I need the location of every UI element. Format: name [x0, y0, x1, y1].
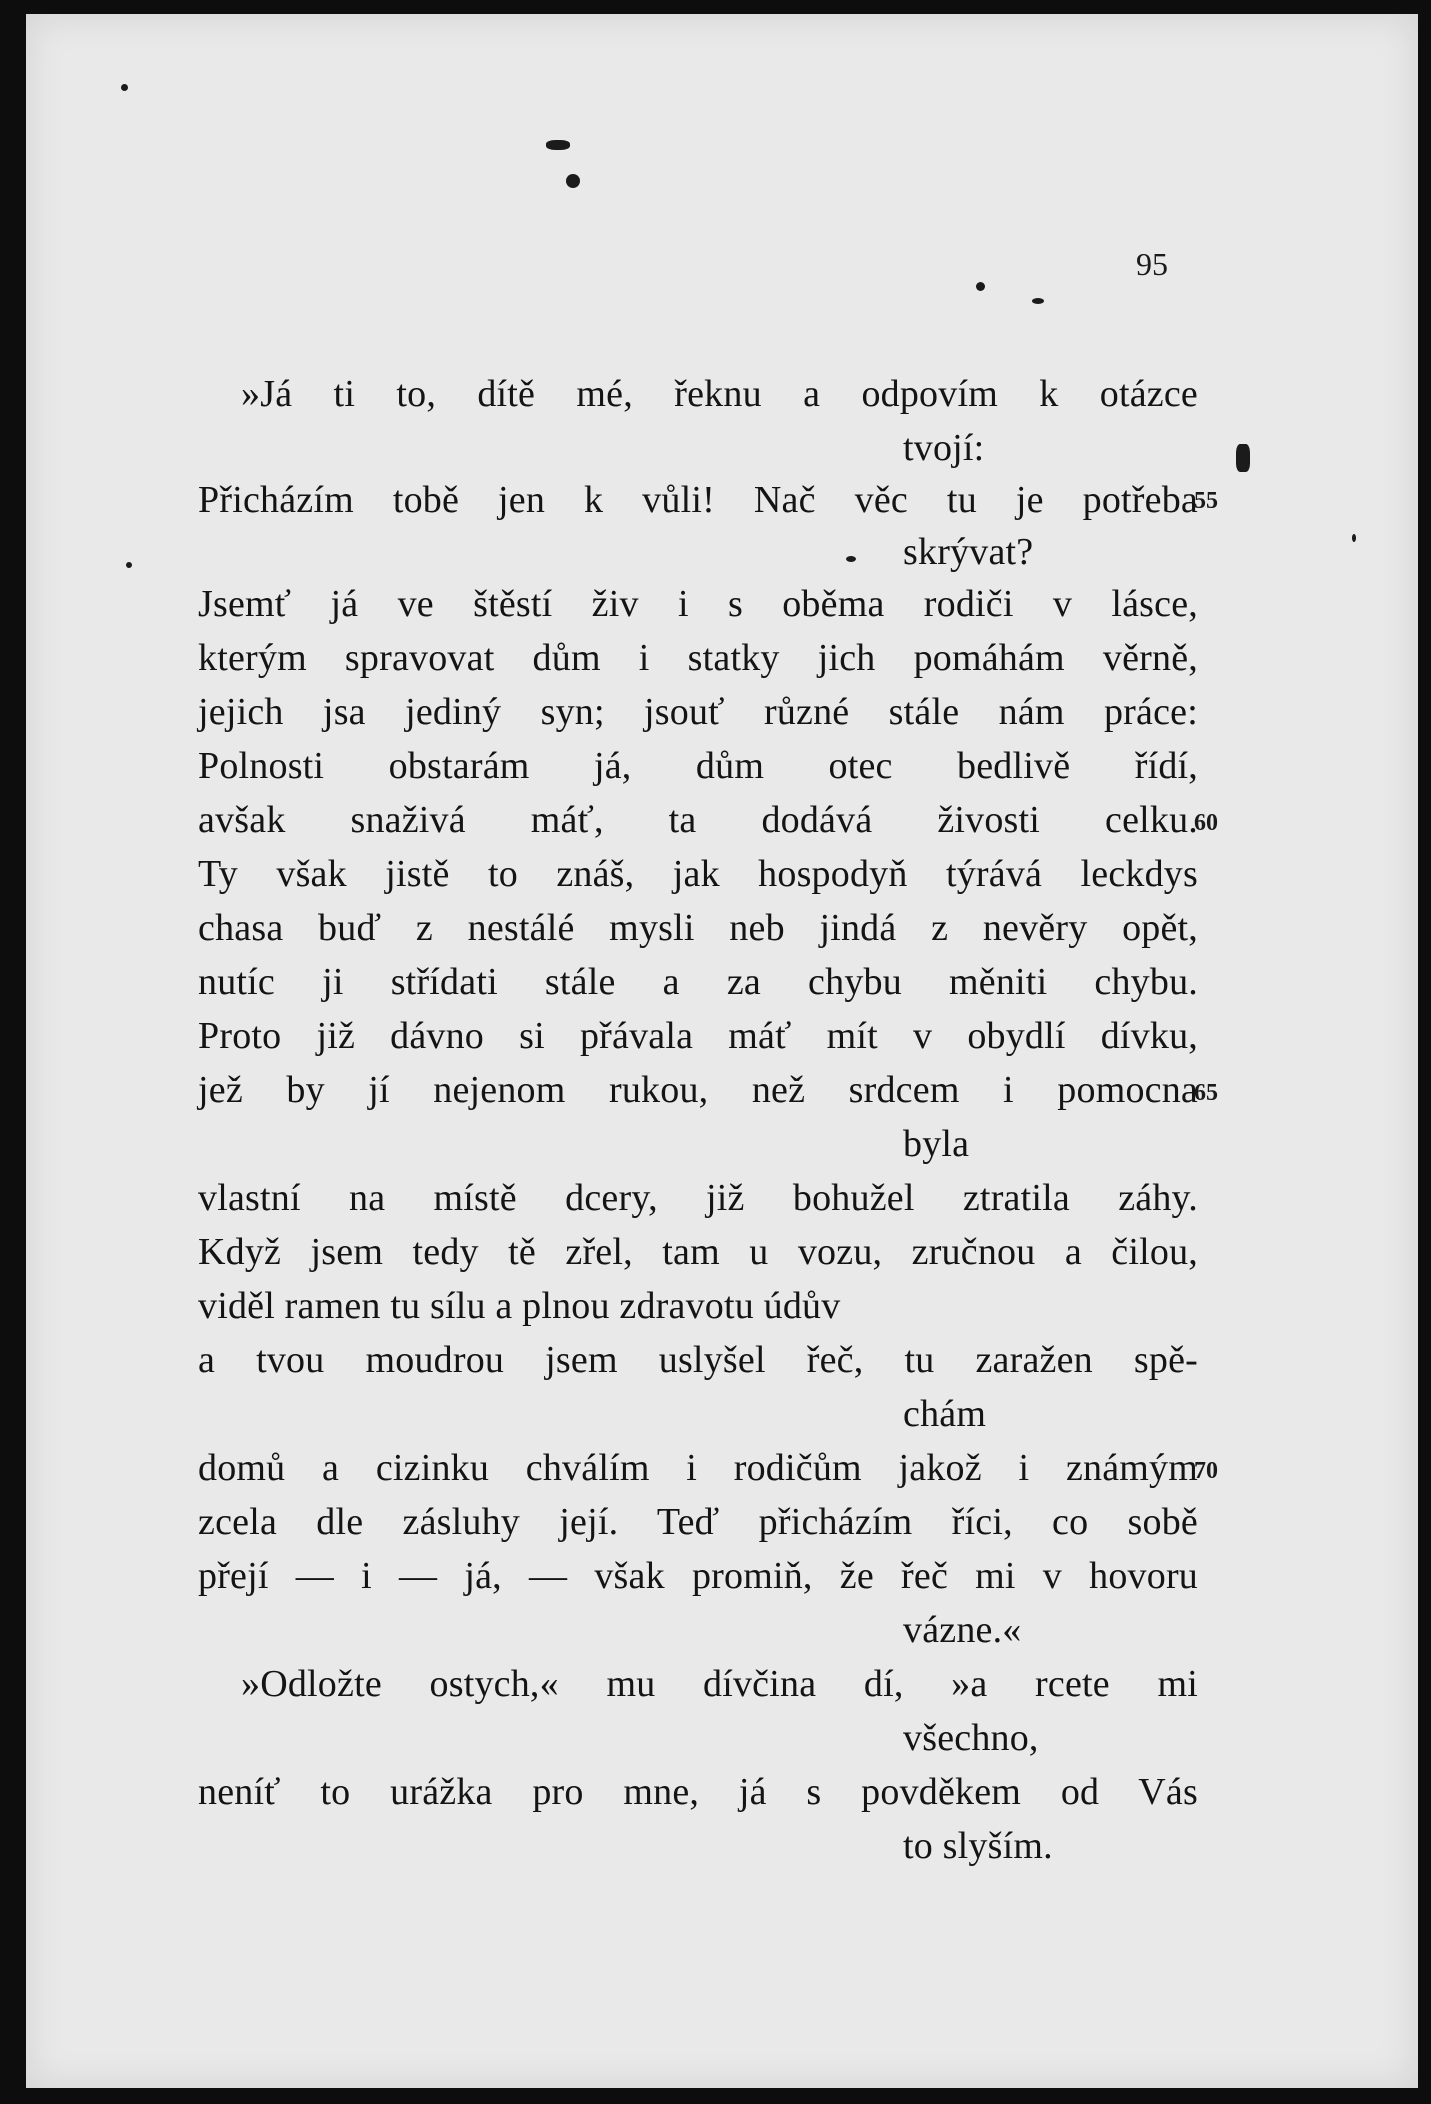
- text-line: »Odložte ostych,« mu dívčina dí, »a rcete mi: [241, 1663, 1198, 1705]
- dust-speck: [126, 562, 132, 568]
- text-line: jež by jí nejenom rukou, než srdcem i pomocna: [198, 1069, 1198, 1111]
- text-line: to slyším.: [903, 1825, 1053, 1867]
- text-line: Proto již dávno si přávala máť mít v obydlí dívku,: [198, 1015, 1198, 1057]
- dust-speck: [976, 282, 985, 291]
- book-page: [26, 14, 1418, 2088]
- text-line: zcela dle zásluhy její. Teď přicházím říci, co sobě: [198, 1501, 1198, 1543]
- text-line: Polnosti obstarám já, dům otec bedlivě řídí,: [198, 745, 1198, 787]
- line-number: 70: [1194, 1458, 1218, 1484]
- text-line: kterým spravovat dům i statky jich pomáhám věrně,: [198, 637, 1198, 679]
- text-line: chám: [903, 1393, 987, 1435]
- dust-speck: [1032, 298, 1044, 304]
- text-line: všechno,: [903, 1717, 1039, 1759]
- text-line: Jsemť já ve štěstí živ i s oběma rodiči v lásce,: [198, 583, 1198, 625]
- dust-speck: [1352, 534, 1356, 542]
- dust-speck: [846, 556, 856, 562]
- text-line: byla: [903, 1123, 970, 1165]
- page-number: 95: [1136, 246, 1168, 282]
- text-line: viděl ramen tu sílu a plnou zdravotu údův: [198, 1285, 841, 1327]
- dust-speck: [1236, 444, 1250, 472]
- line-number: 60: [1194, 810, 1218, 836]
- dust-speck: [546, 140, 570, 150]
- text-line: »Já ti to, dítě mé, řeknu a odpovím k otázce: [241, 373, 1198, 415]
- text-line: vázne.«: [903, 1609, 1022, 1651]
- text-line: jejich jsa jediný syn; jsouť různé stále nám práce:: [198, 691, 1198, 733]
- text-line: Přicházím tobě jen k vůli! Nač věc tu je potřeba: [198, 479, 1198, 521]
- text-line: Když jsem tedy tě zřel, tam u vozu, zručnou a čilou,: [198, 1231, 1198, 1273]
- text-line: nutíc ji střídati stále a za chybu měniti chybu.: [198, 961, 1198, 1003]
- text-line: a tvou moudrou jsem uslyšel řeč, tu zaražen spě-: [198, 1339, 1198, 1381]
- dust-speck: [566, 174, 580, 188]
- text-line: avšak snaživá máť, ta dodává živosti celku.: [198, 799, 1198, 841]
- dust-speck: [121, 84, 128, 91]
- text-line: skrývat?: [903, 531, 1034, 573]
- text-line: přejí — i — já, — však promiň, že řeč mi v hovoru: [198, 1555, 1198, 1597]
- text-line: vlastní na místě dcery, již bohužel ztratila záhy.: [198, 1177, 1198, 1219]
- text-line: Ty však jistě to znáš, jak hospodyň týrává leckdys: [198, 853, 1198, 895]
- text-line: tvojí:: [903, 427, 985, 469]
- line-number: 65: [1194, 1080, 1218, 1106]
- text-line: chasa buď z nestálé mysli neb jindá z nevěry opět,: [198, 907, 1198, 949]
- text-line: neníť to urážka pro mne, já s povděkem od Vás: [198, 1771, 1198, 1813]
- line-number: 55: [1194, 488, 1218, 514]
- text-line: domů a cizinku chválím i rodičům jakož i známým: [198, 1447, 1198, 1489]
